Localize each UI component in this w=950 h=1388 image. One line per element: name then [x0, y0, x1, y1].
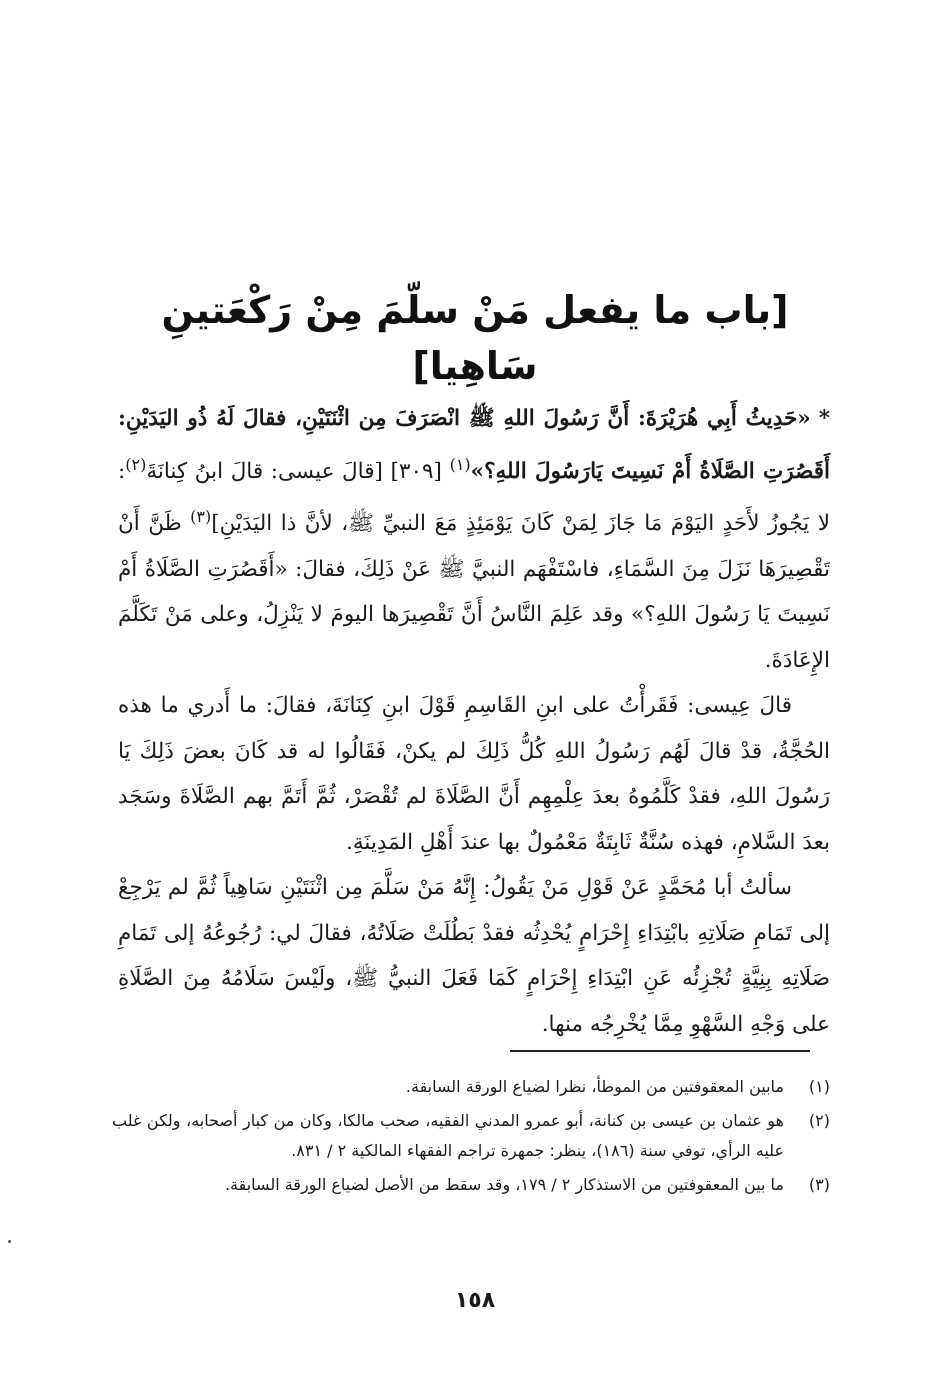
footnote-ref-1[interactable]: (١)	[449, 454, 471, 474]
footnotes	[112, 1072, 830, 1204]
footnote-ref-2[interactable]: (٢)	[125, 454, 147, 474]
footnote-ref-3[interactable]: (٣)	[190, 507, 212, 527]
scan-speck	[8, 1240, 11, 1243]
chapter-title: [باب ما يفعل مَنْ سلّمَ مِنْ رَكْعَتينِ سَاهِيا]	[161, 288, 789, 388]
footnote-item	[112, 1072, 830, 1102]
footnote-item	[112, 1170, 830, 1200]
page-number: ١٥٨	[454, 1288, 496, 1313]
footnote-text: مابين المعقوفتين من الموطأ، نظرا لضياع الورقة السابقة.	[405, 1077, 784, 1096]
footnote-number: (٣)	[808, 1175, 830, 1194]
footnote-text: هو عثمان بن عيسى بن كنانة، أبو عمرو المدني الفقيه، صحب مالكا، وكان من كبار أصحابه، ولكن غلب عليه الرأي، توفي سنة (١٨٦)، ينظر: جمهرة تراجم الفقهاء المالكية ٢ / ٨٣١.	[112, 1111, 784, 1160]
paragraph-question: سألتُ أبا مُحَمَّدٍ عَنْ قَوْلِ مَنْ يَقُولُ: إِنَّهُ مَنْ سَلَّمَ مِن اثْنَتَيْنِ سَاهِياً ثُمَّ لم يَرْجِعْ إلى تَمَامِ صَلَاتِهِ بابْتِدَاءِ إِحْرَامٍ يُحْدِثُه فقدْ بَطُلَتْ صَلَاتُهُ، فقالَ لي: رُجُوعُهُ إلى تَمَامِ صَلَاتِهِ بِنِيَّةٍ تُجْزِئُه عَنِ ابْتِدَاءِ إِحْرَامٍ كَمَا فَعَلَ النبيُّ ﷺ، ولَيْسَ سَلَامُهُ مِنَ الصَّلَاةِ على وَجْهِ السَّهْوِ مِمَّا يُخْرِجُه منها.	[118, 875, 830, 1037]
paragraph-text: ظَنَّ أَنْ تَقْصِيرَهَا نَزَلَ مِنَ السَّمَاءِ، فاسْتَفْهَم النبيَّ ﷺ عَنْ ذَلِكَ، فقالَ: «أَقَصُرَتِ الصَّلَاةُ أَمْ نَسِيتَ يَا رَسُولَ اللهِ؟» وقد عَلِمَ النَّاسُ أَنَّ تَقْصِيرَها اليومَ لا يَنْزِلُ، وعلى مَنْ تَكَلَّمَ الإِعَادَةَ.	[118, 511, 830, 673]
main-text	[118, 396, 830, 1047]
star-marker: *	[818, 406, 830, 431]
footnote-text: ما بين المعقوفتين من الاستذكار ٢ / ١٧٩، وقد سقط من الأصل لضياع الورقة السابقة.	[224, 1175, 784, 1194]
paragraph-isa: قالَ عِيسى: فَقَرأْتُ على ابنِ القَاسِمِ قَوْلَ ابنِ كِنَانَةَ، فقالَ: ما أَدري ما هذه الحُجَّةُ، قدْ قالَ لَهُم رَسُولُ اللهِ كُلُّ ذَلِكَ لم يكنْ، فَقَالُوا له قد كَانَ بعضَ ذَلِكَ يَا رَسُولَ اللهِ، فقدْ كَلَّمُوهُ بعدَ عِلْمِهِم أَنَّ الصَّلَاةَ لم تُقْصَرْ، ثُمَّ أَتَمَّ بهم الصَّلَاةَ وسَجَد بعدَ السَّلامِ، فهذه سُنَّةٌ ثَابِتَةٌ مَعْمُولٌ بها عندَ أَهْلِ المَدِينَةِ.	[118, 693, 830, 855]
footnote-item	[112, 1106, 830, 1166]
hadith-text: «حَدِيثُ أَبِي هُرَيْرَةَ: أَنَّ رَسُولَ اللهِ ﷺ انْصَرَفَ مِن اثْنَتَيْنِ، فقالَ لَهُ ذُو اليَدَيْنِ: أَقَصُرَتِ الصَّلَاةُ أَمْ نَسِيتَ يَارَسُولَ اللهِ؟»	[118, 406, 830, 484]
paragraph-text: : لا يَجُوزُ لأَحَدٍ اليَوْمَ مَا جَازَ لِمَنْ كَانَ يَوْمَئِذٍ مَعَ النبيِّ ﷺ، لأنَّ ذا اليَدَيْنِ]	[118, 458, 830, 537]
paragraph-hadith	[118, 396, 830, 683]
footnote-separator	[510, 1050, 810, 1052]
paragraph-text: [٣٠٩] [قالَ عيسى: قالَ ابنُ كِنانَةَ	[146, 458, 450, 484]
footnote-number: (٢)	[808, 1111, 830, 1130]
footnote-number: (١)	[808, 1077, 830, 1096]
